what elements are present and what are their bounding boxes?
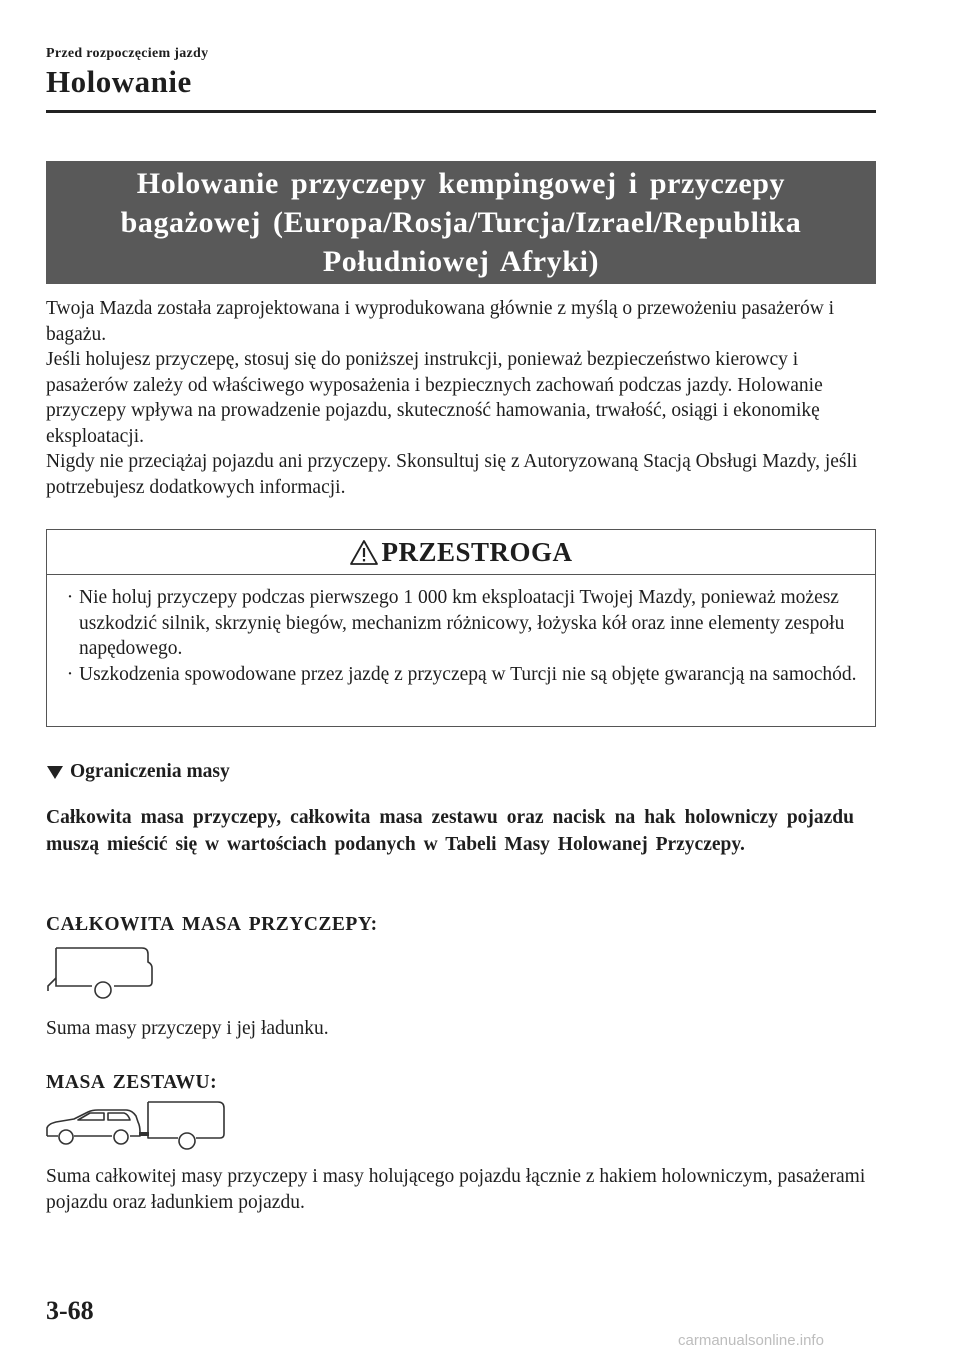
intro-text xyxy=(46,296,880,500)
section-title-line: Południowej Afryki) xyxy=(322,245,600,278)
intro-paragraph: Twoja Mazda została zaprojektowana i wyprodukowana głównie z myślą o przewożeniu pasażerów i bagażu. xyxy=(46,298,835,345)
intro-paragraph: Nigdy nie przeciążaj pojazdu ani przyczepy. Skonsultuj się z Autoryzowaną Stacją Obsługi Mazdy, jeśli potrzebujesz dodatkowych informacji. xyxy=(46,451,858,498)
caution-header xyxy=(47,530,875,575)
combined-weight-description: Suma całkowitej masy przyczepy i masy holującego pojazdu łącznie z hakiem holowniczym, pasażerami pojazdu oraz ładunkiem pojazdu. xyxy=(46,1166,866,1213)
section-title-line: bagażowej (Europa/Rosja/Turcja/Izrael/Republika xyxy=(120,206,802,239)
caution-item xyxy=(61,662,859,688)
page-number: 3-68 xyxy=(46,1296,94,1325)
warning-triangle-icon xyxy=(349,539,379,566)
caution-item-text: Uszkodzenia spowodowane przez jazdę z przyczepą w Turcji nie są objęte gwarancją na samochód. xyxy=(79,663,857,685)
caution-item xyxy=(61,585,859,662)
intro-paragraph: Jeśli holujesz przyczepę, stosuj się do poniższej instrukcji, ponieważ bezpieczeństwo kierowcy i pasażerów zależy od właściwego wyposażenia i bezpiecznych zachowań podczas jazdy. Holowanie przyczepy wpływa na prowadzenie pojazdu, skuteczność hamowania, trwałość, osiągi i ekonomikę eksploatacji. xyxy=(46,349,823,447)
chapter-title: Holowanie xyxy=(46,64,192,99)
section-title-line: Holowanie przyczepy kempingowej i przyczepy xyxy=(136,167,786,200)
header-divider xyxy=(46,110,876,113)
weight-limits-paragraph: Całkowita masa przyczepy, całkowita masa zestawu oraz nacisk na hak holowniczy pojazdu muszą mieścić się w wartościach podanych w Tabeli Masy Holowanej Przyczepy. xyxy=(46,807,854,855)
caution-list xyxy=(47,575,875,687)
caution-title: PRZESTROGA xyxy=(381,536,573,567)
weight-limits-heading-text: Ograniczenia masy xyxy=(70,761,230,782)
breadcrumb: Przed rozpoczęciem jazdy xyxy=(46,46,209,61)
section-title-banner xyxy=(46,161,876,284)
section-title xyxy=(121,164,802,281)
weight-limits-heading xyxy=(46,761,230,783)
down-triangle-icon xyxy=(46,764,64,780)
bullet-icon: · xyxy=(66,663,74,685)
bullet-icon: · xyxy=(66,587,74,608)
trailer-icon xyxy=(44,944,156,1002)
trailer-weight-description: Suma masy przyczepy i jej ładunku. xyxy=(46,1018,329,1039)
watermark: carmanualsonline.info xyxy=(678,1332,824,1349)
combined-weight-label: MASA ZESTAWU: xyxy=(46,1072,218,1093)
trailer-weight-label: CAŁKOWITA MASA PRZYCZEPY: xyxy=(46,914,378,935)
caution-box xyxy=(46,529,876,727)
caution-item-text: Nie holuj przyczepy podczas pierwszego 1 000 km eksploatacji Twojej Mazdy, ponieważ możesz uszkodzić silnik, skrzynię biegów, mechanizm różnicowy, łożyska kół oraz inne elementy zespołu napędowego. xyxy=(79,587,845,659)
car-with-trailer-icon xyxy=(44,1096,234,1154)
